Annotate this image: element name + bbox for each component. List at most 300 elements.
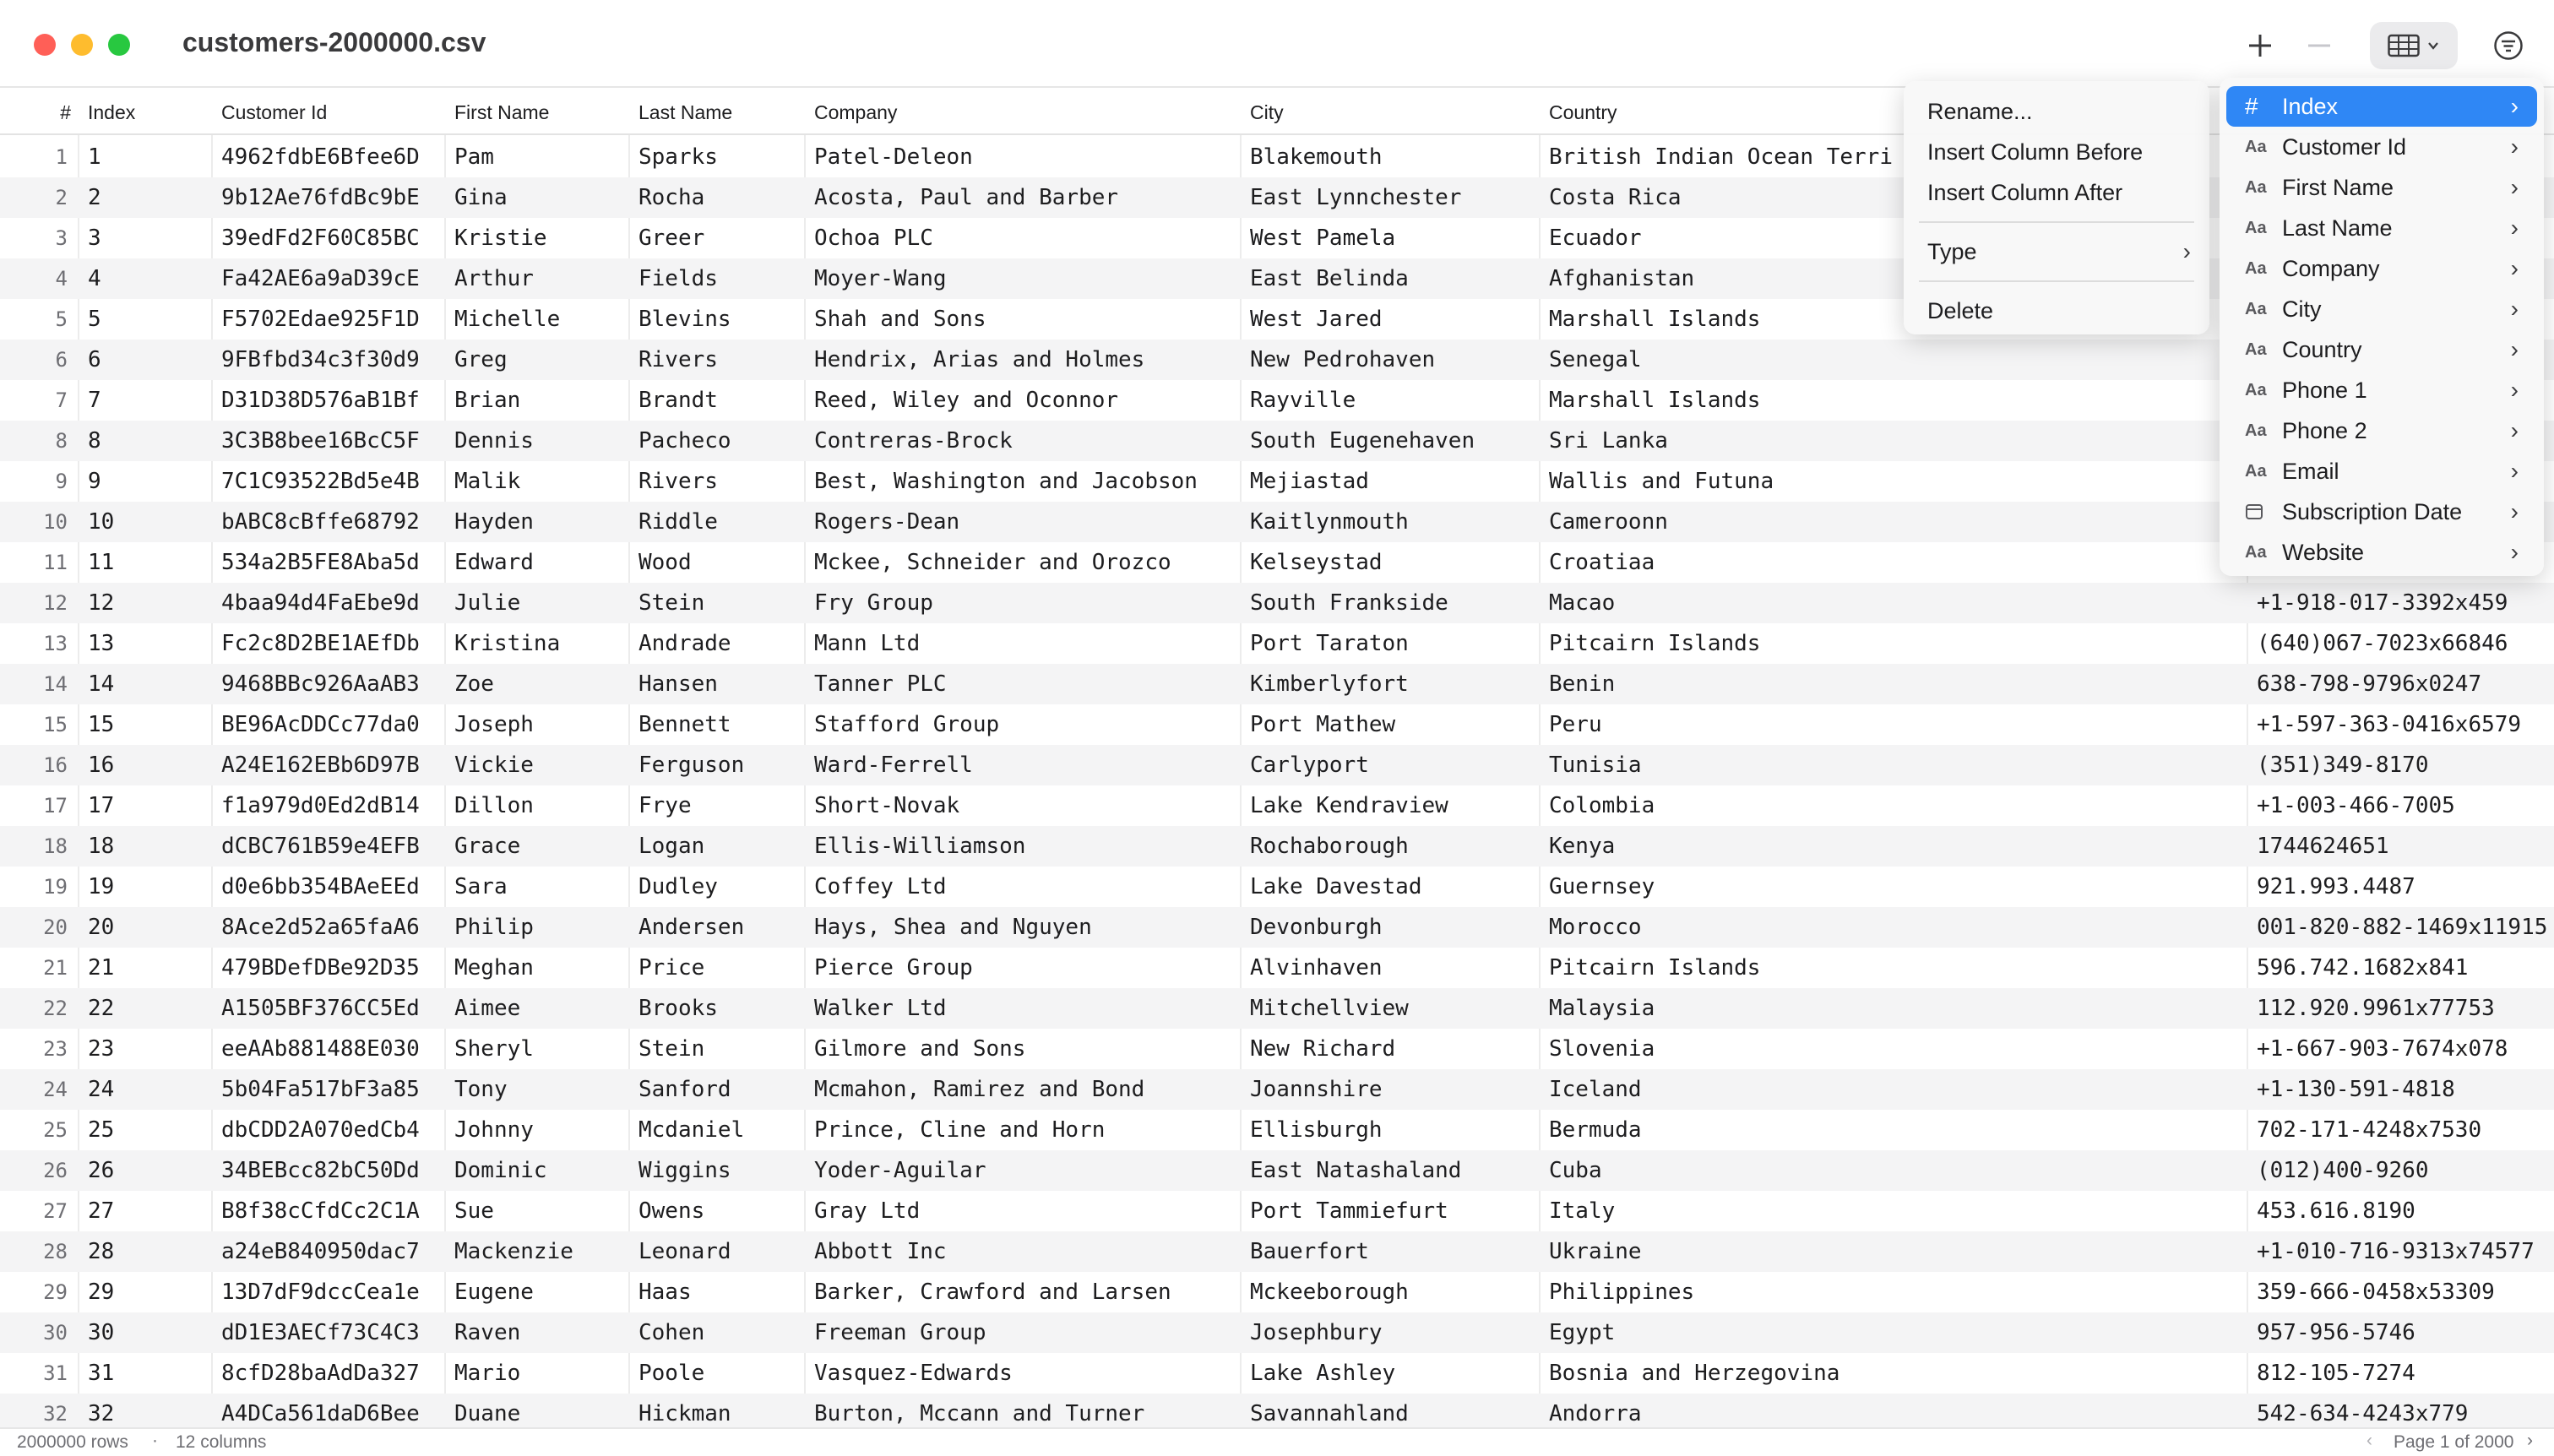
table-cell[interactable]: Best, Washington and Jacobson xyxy=(814,469,1198,494)
table-cell[interactable]: Andorra xyxy=(1549,1401,1642,1426)
table-cell[interactable]: dD1E3AECf73C4C3 xyxy=(221,1320,420,1345)
table-cell[interactable]: Gina xyxy=(454,185,508,210)
table-cell[interactable]: Sanford xyxy=(638,1077,731,1102)
table-row[interactable] xyxy=(0,745,2554,785)
table-cell[interactable]: 23 xyxy=(88,1036,115,1062)
table-row[interactable] xyxy=(0,1312,2554,1353)
table-cell[interactable]: British Indian Ocean Terri xyxy=(1549,144,1893,170)
table-cell[interactable]: Wallis and Futuna xyxy=(1549,469,1774,494)
table-cell[interactable]: A24E162EBb6D97B xyxy=(221,752,420,778)
table-cell[interactable]: 1 xyxy=(88,144,101,170)
table-row[interactable] xyxy=(0,907,2554,948)
table-cell[interactable]: Aimee xyxy=(454,996,521,1021)
table-cell[interactable]: Bermuda xyxy=(1549,1117,1642,1143)
table-cell[interactable]: 4baa94d4FaEbe9d xyxy=(221,590,420,616)
table-row[interactable] xyxy=(0,1110,2554,1150)
table-cell[interactable]: 28 xyxy=(88,1239,115,1264)
table-row[interactable] xyxy=(0,1353,2554,1394)
table-cell[interactable]: 7 xyxy=(88,388,101,413)
table-cell[interactable]: Afghanistan xyxy=(1549,266,1695,291)
table-cell[interactable]: Pitcairn Islands xyxy=(1549,631,1761,656)
table-cell[interactable]: Fry Group xyxy=(814,590,933,616)
column-menu-item[interactable] xyxy=(2226,532,2537,573)
table-row[interactable] xyxy=(0,1069,2554,1110)
table-cell[interactable]: Rochaborough xyxy=(1250,834,1409,859)
table-row[interactable] xyxy=(0,664,2554,704)
table-cell[interactable]: +1-597-363-0416x6579 xyxy=(2257,712,2522,737)
table-cell[interactable]: 13D7dF9dccCea1e xyxy=(221,1279,420,1305)
table-cell[interactable]: Blakemouth xyxy=(1250,144,1383,170)
table-cell[interactable]: Frye xyxy=(638,793,692,818)
table-cell[interactable]: 702-171-4248x7530 xyxy=(2257,1117,2482,1143)
table-cell[interactable]: Bauerfort xyxy=(1250,1239,1369,1264)
table-cell[interactable]: Logan xyxy=(638,834,705,859)
table-cell[interactable]: Ward-Ferrell xyxy=(814,752,973,778)
table-cell[interactable]: Tony xyxy=(454,1077,508,1102)
table-cell[interactable]: 15 xyxy=(88,712,115,737)
table-cell[interactable]: West Pamela xyxy=(1250,225,1396,251)
column-header[interactable]: First Name xyxy=(454,101,550,123)
table-cell[interactable]: 9468BBc926AaAB3 xyxy=(221,671,420,697)
table-cell[interactable]: 534a2B5FE8Aba5d xyxy=(221,550,420,575)
table-cell[interactable]: Pacheco xyxy=(638,428,731,454)
table-cell[interactable]: 32 xyxy=(88,1401,115,1426)
table-cell[interactable]: BE96AcDDCc77da0 xyxy=(221,712,420,737)
table-cell[interactable]: Alvinhaven xyxy=(1250,955,1383,981)
table-cell[interactable]: Carlyport xyxy=(1250,752,1369,778)
table-cell[interactable]: 26 xyxy=(88,1158,115,1183)
table-cell[interactable]: 638-798-9796x0247 xyxy=(2257,671,2482,697)
table-cell[interactable]: 957-956-5746 xyxy=(2257,1320,2415,1345)
table-cell[interactable]: Rayville xyxy=(1250,388,1356,413)
column-header[interactable]: City xyxy=(1250,101,1284,123)
table-cell[interactable]: Walker Ltd xyxy=(814,996,947,1021)
column-header[interactable]: Company xyxy=(814,101,898,123)
column-menu-item[interactable] xyxy=(2226,451,2537,492)
table-cell[interactable]: Morocco xyxy=(1549,915,1642,940)
table-cell[interactable]: +1-130-591-4818 xyxy=(2257,1077,2455,1102)
table-cell[interactable]: Iceland xyxy=(1549,1077,1642,1102)
column-menu-item[interactable] xyxy=(2226,289,2537,329)
table-cell[interactable]: Shah and Sons xyxy=(814,307,986,332)
table-cell[interactable]: Cuba xyxy=(1549,1158,1602,1183)
table-cell[interactable]: Mitchellview xyxy=(1250,996,1409,1021)
table-cell[interactable]: Mejiastad xyxy=(1250,469,1369,494)
table-cell[interactable]: New Pedrohaven xyxy=(1250,347,1436,372)
close-window-button[interactable] xyxy=(34,34,56,56)
table-cell[interactable]: Michelle xyxy=(454,307,561,332)
table-cell[interactable]: Burton, Mccann and Turner xyxy=(814,1401,1145,1426)
zoom-window-button[interactable] xyxy=(108,34,130,56)
table-cell[interactable]: Cohen xyxy=(638,1320,705,1345)
table-cell[interactable]: Sara xyxy=(454,874,508,899)
table-cell[interactable]: Prince, Cline and Horn xyxy=(814,1117,1106,1143)
table-cell[interactable]: Mcdaniel xyxy=(638,1117,745,1143)
table-row[interactable] xyxy=(0,826,2554,867)
table-cell[interactable]: 13 xyxy=(88,631,115,656)
column-menu-item[interactable] xyxy=(2226,410,2537,451)
table-cell[interactable]: 20 xyxy=(88,915,115,940)
table-cell[interactable]: Grace xyxy=(454,834,521,859)
table-cell[interactable]: Fa42AE6a9aD39cE xyxy=(221,266,420,291)
table-cell[interactable]: Riddle xyxy=(638,509,718,535)
table-cell[interactable]: 31 xyxy=(88,1361,115,1386)
table-cell[interactable]: +1-667-903-7674x078 xyxy=(2257,1036,2508,1062)
table-cell[interactable]: 24 xyxy=(88,1077,115,1102)
table-cell[interactable]: Arthur xyxy=(454,266,534,291)
table-cell[interactable]: 9b12Ae76fdBc9bE xyxy=(221,185,420,210)
table-cell[interactable]: eeAAb881488E030 xyxy=(221,1036,420,1062)
table-row[interactable] xyxy=(0,1394,2554,1431)
table-cell[interactable]: Croatiaa xyxy=(1549,550,1655,575)
table-cell[interactable]: 27 xyxy=(88,1198,115,1224)
table-cell[interactable]: +1-003-466-7005 xyxy=(2257,793,2455,818)
table-cell[interactable]: 479BDefDBe92D35 xyxy=(221,955,420,981)
add-button[interactable] xyxy=(2236,22,2284,69)
table-cell[interactable]: Rivers xyxy=(638,347,718,372)
table-cell[interactable]: Mann Ltd xyxy=(814,631,921,656)
column-header[interactable]: Country xyxy=(1549,101,1617,123)
table-cell[interactable]: Rivers xyxy=(638,469,718,494)
table-cell[interactable]: Costa Rica xyxy=(1549,185,1682,210)
table-cell[interactable]: Julie xyxy=(454,590,521,616)
next-page-icon[interactable]: › xyxy=(2527,1431,2533,1450)
table-cell[interactable]: 8cfD28baAdDa327 xyxy=(221,1361,420,1386)
table-cell[interactable]: Kaitlynmouth xyxy=(1250,509,1409,535)
table-row[interactable] xyxy=(0,1191,2554,1231)
table-cell[interactable]: B8f38cCfdCc2C1A xyxy=(221,1198,420,1224)
table-cell[interactable]: Barker, Crawford and Larsen xyxy=(814,1279,1171,1305)
table-cell[interactable]: Colombia xyxy=(1549,793,1655,818)
table-cell[interactable]: 4 xyxy=(88,266,101,291)
table-cell[interactable]: Cameroonn xyxy=(1549,509,1668,535)
table-cell[interactable]: 3C3B8bee16BcC5F xyxy=(221,428,420,454)
table-cell[interactable]: Brooks xyxy=(638,996,718,1021)
column-menu-item[interactable] xyxy=(2226,248,2537,289)
table-cell[interactable]: Lake Davestad xyxy=(1250,874,1422,899)
table-cell[interactable]: Freeman Group xyxy=(814,1320,986,1345)
column-menu-item[interactable] xyxy=(2226,370,2537,410)
table-cell[interactable]: (640)067-7023x66846 xyxy=(2257,631,2508,656)
table-cell[interactable]: Dennis xyxy=(454,428,534,454)
table-cell[interactable]: Wiggins xyxy=(638,1158,731,1183)
table-cell[interactable]: Greg xyxy=(454,347,508,372)
table-cell[interactable]: 359-666-0458x53309 xyxy=(2257,1279,2495,1305)
table-cell[interactable]: Mario xyxy=(454,1361,521,1386)
table-cell[interactable]: D31D38D576aB1Bf xyxy=(221,388,420,413)
table-cell[interactable]: Joseph xyxy=(454,712,534,737)
table-cell[interactable]: Pitcairn Islands xyxy=(1549,955,1761,981)
table-cell[interactable]: 16 xyxy=(88,752,115,778)
table-cell[interactable]: Dudley xyxy=(638,874,718,899)
table-cell[interactable]: 3 xyxy=(88,225,101,251)
minimize-window-button[interactable] xyxy=(71,34,93,56)
table-cell[interactable]: Ecuador xyxy=(1549,225,1642,251)
table-cell[interactable]: Malaysia xyxy=(1549,996,1655,1021)
table-row[interactable] xyxy=(0,1272,2554,1312)
menu-item-type[interactable] xyxy=(1904,231,2209,272)
table-cell[interactable]: Marshall Islands xyxy=(1549,388,1761,413)
table-cell[interactable]: 4962fdbE6Bfee6D xyxy=(221,144,420,170)
table-cell[interactable]: 596.742.1682x841 xyxy=(2257,955,2469,981)
table-cell[interactable]: Sri Lanka xyxy=(1549,428,1668,454)
table-cell[interactable]: Kristina xyxy=(454,631,561,656)
table-cell[interactable]: Yoder-Aguilar xyxy=(814,1158,986,1183)
filter-button[interactable] xyxy=(2485,22,2532,69)
table-cell[interactable]: Hendrix, Arias and Holmes xyxy=(814,347,1145,372)
table-cell[interactable]: Meghan xyxy=(454,955,534,981)
table-row[interactable] xyxy=(0,1029,2554,1069)
table-cell[interactable]: Moyer-Wang xyxy=(814,266,947,291)
table-cell[interactable]: Duane xyxy=(454,1401,521,1426)
table-row[interactable] xyxy=(0,502,2554,542)
table-cell[interactable]: Dominic xyxy=(454,1158,547,1183)
table-cell[interactable]: Guernsey xyxy=(1549,874,1655,899)
table-cell[interactable]: Lake Kendraview xyxy=(1250,793,1448,818)
table-cell[interactable]: 17 xyxy=(88,793,115,818)
table-cell[interactable]: 30 xyxy=(88,1320,115,1345)
table-cell[interactable]: Vickie xyxy=(454,752,534,778)
table-cell[interactable]: f1a979d0Ed2dB14 xyxy=(221,793,420,818)
table-row[interactable] xyxy=(0,704,2554,745)
table-cell[interactable]: Coffey Ltd xyxy=(814,874,947,899)
table-cell[interactable]: New Richard xyxy=(1250,1036,1396,1062)
table-cell[interactable]: Stafford Group xyxy=(814,712,1000,737)
table-cell[interactable]: Ochoa PLC xyxy=(814,225,933,251)
column-menu-item[interactable] xyxy=(2226,329,2537,370)
table-cell[interactable]: Reed, Wiley and Oconnor xyxy=(814,388,1119,413)
table-cell[interactable]: dCBC761B59e4EFB xyxy=(221,834,420,859)
table-cell[interactable]: 29 xyxy=(88,1279,115,1305)
table-cell[interactable]: Stein xyxy=(638,1036,705,1062)
table-cell[interactable]: 5 xyxy=(88,307,101,332)
table-cell[interactable]: Wood xyxy=(638,550,692,575)
table-cell[interactable]: Senegal xyxy=(1549,347,1642,372)
table-cell[interactable]: Rogers-Dean xyxy=(814,509,960,535)
table-cell[interactable]: 9FBfbd34c3f30d9 xyxy=(221,347,420,372)
menu-item-rename[interactable]: Rename... xyxy=(1927,99,2033,124)
table-cell[interactable]: A4DCa561daD6Bee xyxy=(221,1401,420,1426)
table-cell[interactable]: Kenya xyxy=(1549,834,1616,859)
table-cell[interactable]: Egypt xyxy=(1549,1320,1616,1345)
table-cell[interactable]: 7C1C93522Bd5e4B xyxy=(221,469,420,494)
table-cell[interactable]: Owens xyxy=(638,1198,705,1224)
table-row[interactable] xyxy=(0,867,2554,907)
table-cell[interactable]: Gilmore and Sons xyxy=(814,1036,1026,1062)
table-cell[interactable]: Peru xyxy=(1549,712,1602,737)
table-cell[interactable]: Gray Ltd xyxy=(814,1198,921,1224)
table-cell[interactable]: Sheryl xyxy=(454,1036,534,1062)
table-cell[interactable]: Haas xyxy=(638,1279,692,1305)
table-cell[interactable]: Mckeeborough xyxy=(1250,1279,1409,1305)
table-cell[interactable]: Greer xyxy=(638,225,705,251)
table-row[interactable] xyxy=(0,988,2554,1029)
table-row[interactable] xyxy=(0,380,2554,421)
table-cell[interactable]: 542-634-4243x779 xyxy=(2257,1401,2469,1426)
menu-item-insert-column-before[interactable]: Insert Column Before xyxy=(1927,139,2144,165)
table-row[interactable] xyxy=(0,542,2554,583)
table-cell[interactable]: a24eB840950dac7 xyxy=(221,1239,420,1264)
table-cell[interactable]: Eugene xyxy=(454,1279,534,1305)
table-cell[interactable]: Brandt xyxy=(638,388,718,413)
table-cell[interactable]: 34BEBcc82bC50Dd xyxy=(221,1158,420,1183)
table-cell[interactable]: Philip xyxy=(454,915,534,940)
table-cell[interactable]: 001-820-882-1469x11915 xyxy=(2257,915,2548,940)
table-cell[interactable]: Sue xyxy=(454,1198,494,1224)
table-cell[interactable]: Raven xyxy=(454,1320,521,1345)
column-menu-item[interactable] xyxy=(2226,127,2537,167)
table-cell[interactable]: Acosta, Paul and Barber xyxy=(814,185,1119,210)
table-cell[interactable]: Port Taraton xyxy=(1250,631,1409,656)
table-cell[interactable]: 10 xyxy=(88,509,115,535)
table-cell[interactable]: Malik xyxy=(454,469,521,494)
table-cell[interactable]: Hayden xyxy=(454,509,534,535)
table-cell[interactable]: Macao xyxy=(1549,590,1616,616)
table-cell[interactable]: Savannahland xyxy=(1250,1401,1409,1426)
table-cell[interactable]: Ukraine xyxy=(1549,1239,1642,1264)
table-cell[interactable]: East Lynnchester xyxy=(1250,185,1462,210)
column-menu-item[interactable] xyxy=(2226,167,2537,208)
table-cell[interactable]: Mackenzie xyxy=(454,1239,573,1264)
table-cell[interactable]: 25 xyxy=(88,1117,115,1143)
table-row[interactable] xyxy=(0,1150,2554,1191)
column-menu-item[interactable] xyxy=(2226,208,2537,248)
table-cell[interactable]: Johnny xyxy=(454,1117,534,1143)
table-cell[interactable]: South Frankside xyxy=(1250,590,1448,616)
table-cell[interactable]: Philippines xyxy=(1549,1279,1695,1305)
table-cell[interactable]: Short-Novak xyxy=(814,793,960,818)
column-menu-item[interactable] xyxy=(2226,492,2537,532)
view-mode-button[interactable] xyxy=(2370,22,2458,69)
table-cell[interactable]: 39edFd2F60C85BC xyxy=(221,225,420,251)
table-cell[interactable]: Kelseystad xyxy=(1250,550,1383,575)
table-cell[interactable]: 2 xyxy=(88,185,101,210)
table-cell[interactable]: d0e6bb354BAeEEd xyxy=(221,874,420,899)
table-cell[interactable]: 19 xyxy=(88,874,115,899)
table-cell[interactable]: 1744624651 xyxy=(2257,834,2389,859)
table-cell[interactable]: Poole xyxy=(638,1361,705,1386)
table-cell[interactable]: Hickman xyxy=(638,1401,731,1426)
table-cell[interactable]: (012)400-9260 xyxy=(2257,1158,2429,1183)
table-cell[interactable]: Fc2c8D2BE1AEfDb xyxy=(221,631,420,656)
table-cell[interactable]: Abbott Inc xyxy=(814,1239,947,1264)
table-row[interactable] xyxy=(0,461,2554,502)
table-cell[interactable]: Josephbury xyxy=(1250,1320,1383,1345)
table-cell[interactable]: 8 xyxy=(88,428,101,454)
table-cell[interactable]: Mckee, Schneider and Orozco xyxy=(814,550,1171,575)
table-row[interactable] xyxy=(0,785,2554,826)
table-cell[interactable]: 18 xyxy=(88,834,115,859)
column-header[interactable]: Customer Id xyxy=(221,101,328,123)
table-cell[interactable]: Pam xyxy=(454,144,494,170)
table-cell[interactable]: East Belinda xyxy=(1250,266,1409,291)
table-cell[interactable]: Joannshire xyxy=(1250,1077,1383,1102)
table-cell[interactable]: Hays, Shea and Nguyen xyxy=(814,915,1092,940)
table-cell[interactable]: Benin xyxy=(1549,671,1616,697)
table-cell[interactable]: Hansen xyxy=(638,671,718,697)
table-cell[interactable]: Bennett xyxy=(638,712,731,737)
table-cell[interactable]: Edward xyxy=(454,550,534,575)
column-header[interactable]: Index xyxy=(88,101,136,123)
table-cell[interactable]: Tanner PLC xyxy=(814,671,947,697)
table-cell[interactable]: bABC8cBffe68792 xyxy=(221,509,420,535)
table-cell[interactable]: Ferguson xyxy=(638,752,745,778)
table-cell[interactable]: Brian xyxy=(454,388,521,413)
table-row[interactable] xyxy=(0,340,2554,380)
table-cell[interactable]: 5b04Fa517bF3a85 xyxy=(221,1077,420,1102)
table-cell[interactable]: 812-105-7274 xyxy=(2257,1361,2415,1386)
table-cell[interactable]: Port Tammiefurt xyxy=(1250,1198,1448,1224)
table-cell[interactable]: 12 xyxy=(88,590,115,616)
table-cell[interactable]: Lake Ashley xyxy=(1250,1361,1396,1386)
table-row[interactable] xyxy=(0,1231,2554,1272)
table-cell[interactable]: Slovenia xyxy=(1549,1036,1655,1062)
column-header[interactable]: Last Name xyxy=(638,101,733,123)
table-cell[interactable]: West Jared xyxy=(1250,307,1383,332)
table-cell[interactable]: Leonard xyxy=(638,1239,731,1264)
menu-item-insert-column-after[interactable]: Insert Column After xyxy=(1927,180,2123,205)
table-cell[interactable]: Mcmahon, Ramirez and Bond xyxy=(814,1077,1145,1102)
table-cell[interactable]: 921.993.4487 xyxy=(2257,874,2415,899)
table-cell[interactable]: Devonburgh xyxy=(1250,915,1383,940)
table-cell[interactable]: Blevins xyxy=(638,307,731,332)
table-cell[interactable]: dbCDD2A070edCb4 xyxy=(221,1117,420,1143)
table-cell[interactable]: A1505BF376CC5Ed xyxy=(221,996,420,1021)
table-cell[interactable]: Price xyxy=(638,955,705,981)
table-cell[interactable]: +1-918-017-3392x459 xyxy=(2257,590,2508,616)
table-cell[interactable]: Zoe xyxy=(454,671,494,697)
table-row[interactable] xyxy=(0,948,2554,988)
table-cell[interactable]: Dillon xyxy=(454,793,534,818)
table-cell[interactable]: Italy xyxy=(1549,1198,1616,1224)
table-cell[interactable]: Bosnia and Herzegovina xyxy=(1549,1361,1840,1386)
table-row[interactable] xyxy=(0,421,2554,461)
table-cell[interactable]: East Natashaland xyxy=(1250,1158,1462,1183)
table-cell[interactable]: Stein xyxy=(638,590,705,616)
table-cell[interactable]: F5702Edae925F1D xyxy=(221,307,420,332)
table-cell[interactable]: Rocha xyxy=(638,185,705,210)
table-cell[interactable]: Ellisburgh xyxy=(1250,1117,1383,1143)
previous-page-icon[interactable]: ‹ xyxy=(2367,1431,2372,1450)
table-cell[interactable]: Ellis-Williamson xyxy=(814,834,1026,859)
menu-item-delete[interactable]: Delete xyxy=(1927,298,1994,323)
table-cell[interactable]: Kristie xyxy=(454,225,547,251)
table-cell[interactable]: Patel-Deleon xyxy=(814,144,973,170)
table-cell[interactable]: 112.920.9961x77753 xyxy=(2257,996,2495,1021)
table-cell[interactable]: 8Ace2d52a65faA6 xyxy=(221,915,420,940)
table-cell[interactable]: +1-010-716-9313x74577 xyxy=(2257,1239,2535,1264)
table-row[interactable] xyxy=(0,583,2554,623)
table-cell[interactable]: Andersen xyxy=(638,915,745,940)
table-cell[interactable]: Vasquez-Edwards xyxy=(814,1361,1013,1386)
table-cell[interactable]: Sparks xyxy=(638,144,718,170)
table-cell[interactable]: South Eugenehaven xyxy=(1250,428,1475,454)
table-cell[interactable]: Tunisia xyxy=(1549,752,1642,778)
table-cell[interactable]: Andrade xyxy=(638,631,731,656)
table-cell[interactable]: Marshall Islands xyxy=(1549,307,1761,332)
table-cell[interactable]: 14 xyxy=(88,671,115,697)
table-cell[interactable]: 11 xyxy=(88,550,115,575)
table-cell[interactable]: Contreras-Brock xyxy=(814,428,1013,454)
table-cell[interactable]: Port Mathew xyxy=(1250,712,1396,737)
table-cell[interactable]: 22 xyxy=(88,996,115,1021)
table-cell[interactable]: 9 xyxy=(88,469,101,494)
table-cell[interactable]: 21 xyxy=(88,955,115,981)
table-row[interactable] xyxy=(0,623,2554,664)
table-cell[interactable]: (351)349-8170 xyxy=(2257,752,2429,778)
table-cell[interactable]: 453.616.8190 xyxy=(2257,1198,2415,1224)
table-cell[interactable]: Fields xyxy=(638,266,718,291)
